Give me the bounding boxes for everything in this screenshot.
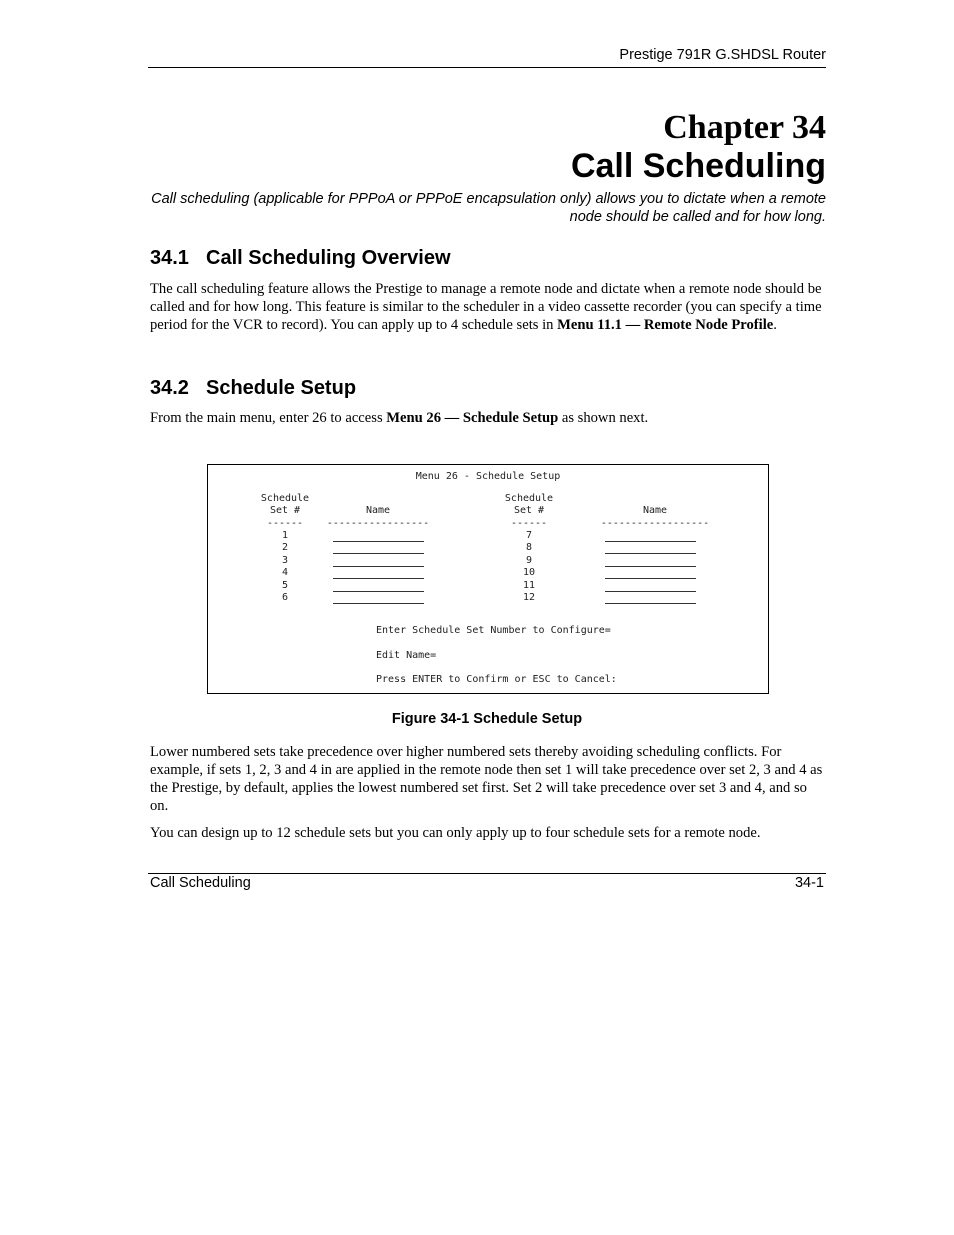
menu-title: Menu 26 - Schedule Setup: [415, 471, 561, 482]
set-number: 6: [281, 592, 289, 603]
section-number: 34.1: [150, 247, 189, 269]
name-field-set-8[interactable]: [605, 553, 696, 554]
set-number: 5: [281, 580, 289, 591]
set-number: 1: [281, 530, 289, 541]
name-field-set-6[interactable]: [333, 603, 424, 604]
col-schedule-left: Schedule: [260, 493, 310, 504]
precedence-paragraph: Lower numbered sets take precedence over higher numbered sets thereby avoiding scheduling conflicts. For example, if sets 1, 2, 3 and 4 in are applied in the remote node then set 1 will take precedence over set 2, 3 and 4 as the Prestige, by default, applies the lowest numbered set first. Set 2 will take precedence over set 3 and 4, and so on.: [150, 744, 823, 814]
chapter-number: Chapter 34: [663, 109, 826, 146]
paragraph-end: as shown next.: [558, 410, 649, 426]
page-number: 34-1: [794, 875, 824, 891]
dash-set-left: ------: [266, 518, 304, 529]
paragraph-text: From the main menu, enter 26 to access: [150, 410, 387, 426]
name-field-set-9[interactable]: [605, 566, 696, 567]
dash-name-right: ------------------: [600, 518, 710, 529]
paragraph-text: The call scheduling feature allows the Prestige to manage a remote node and dictate when a remote node should be called and for how long. This feature is similar to the scheduler in a video cassette recorder (you can specify a time period for the VCR to record). You can apply up to 4 schedule sets in: [150, 281, 822, 333]
set-number: 3: [281, 555, 289, 566]
name-field-set-5[interactable]: [333, 591, 424, 592]
set-number: 10: [522, 567, 536, 578]
running-header: Prestige 791R G.SHDSL Router: [619, 47, 826, 63]
set-number: 9: [525, 555, 533, 566]
set-number: 2: [281, 542, 289, 553]
design-paragraph: You can design up to 12 schedule sets but you can only apply up to four schedule sets for a remote node.: [150, 825, 761, 841]
set-number: 8: [525, 542, 533, 553]
prompt-edit-name[interactable]: Edit Name=: [376, 650, 437, 661]
col-name-right: Name: [642, 505, 668, 516]
section-title: Schedule Setup: [206, 377, 357, 399]
figure-caption: Figure 34-1 Schedule Setup: [391, 711, 583, 727]
set-number: 12: [522, 592, 536, 603]
footer-rule: [148, 873, 826, 874]
set-number: 7: [525, 530, 533, 541]
section-number: 34.2: [150, 377, 189, 399]
menu-reference: Menu 26 — Schedule Setup: [386, 410, 559, 426]
header-rule: [148, 67, 826, 68]
name-field-set-1[interactable]: [333, 541, 424, 542]
chapter-intro: Call scheduling (applicable for PPPoA or PPPoE encapsulation only) allows you to dictate when a remote node should be called and for how long.: [151, 191, 826, 225]
paragraph-end: .: [773, 317, 777, 333]
name-field-set-4[interactable]: [333, 578, 424, 579]
col-name-left: Name: [365, 505, 391, 516]
section-heading-overview: [150, 246, 451, 270]
footer-chapter-name: Call Scheduling: [150, 875, 251, 891]
setup-paragraph: [150, 409, 828, 427]
col-set-left: Set #: [269, 505, 301, 516]
name-field-set-11[interactable]: [605, 591, 696, 592]
chapter-title: Call Scheduling: [570, 147, 826, 185]
col-set-right: Set #: [513, 505, 545, 516]
menu-reference: Menu 11.1 — Remote Node Profile: [557, 317, 774, 333]
section-heading-setup: [150, 376, 356, 400]
menu-screen: [207, 464, 769, 694]
dash-name-left: -----------------: [326, 518, 430, 529]
name-field-set-7[interactable]: [605, 541, 696, 542]
prompt-set-number[interactable]: Enter Schedule Set Number to Configure=: [376, 625, 611, 636]
name-field-set-12[interactable]: [605, 603, 696, 604]
set-number: 4: [281, 567, 289, 578]
prompt-confirm: Press ENTER to Confirm or ESC to Cancel:: [376, 674, 617, 685]
dash-set-right: ------: [510, 518, 548, 529]
name-field-set-2[interactable]: [333, 553, 424, 554]
name-field-set-3[interactable]: [333, 566, 424, 567]
name-field-set-10[interactable]: [605, 578, 696, 579]
col-schedule-right: Schedule: [504, 493, 554, 504]
section-title: Call Scheduling Overview: [206, 247, 451, 269]
overview-paragraph: [150, 280, 828, 334]
set-number: 11: [522, 580, 536, 591]
